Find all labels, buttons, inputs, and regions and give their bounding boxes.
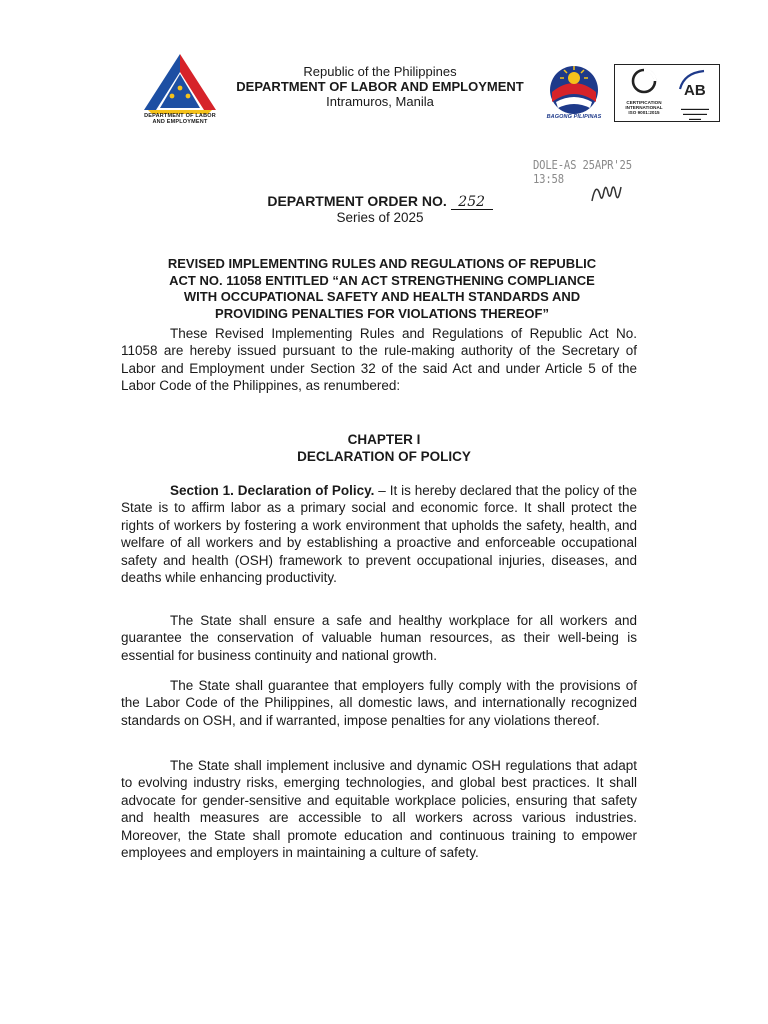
section1-heading: Section 1. Declaration of Policy. [170,483,375,498]
section1-paragraph2: The State shall ensure a safe and healthy workplace for all workers and guarantee the conservation of valuable human resources, as their well-being is essential for business continuity and national growth. [121,613,637,663]
certification-badge [614,64,720,122]
bagong-pilipinas-caption: BAGONG PILIPINAS [546,114,602,120]
svg-text:AB: AB [684,82,706,99]
department-order-heading [230,193,530,226]
section1-paragraph4: The State shall implement inclusive and dynamic OSH regulations that adapt to evolving industry risks, emerging technologies, and global best practices. It shall advocate for gender-sensitive and equitable workplace policies, ensuring that safety and health measures are accessible to all workers across various industries. Moreover, the State shall promote education and continuous training to empower employees and employers in maintaining a culture of safety. [121,758,637,861]
chapter-number: CHAPTER I [347,432,421,447]
letterhead [228,64,532,109]
accreditation-mark [673,67,717,119]
intro-paragraph: These Revised Implementing Rules and Regulations of Republic Act No. 11058 are hereby issued pursuant to the rule-making authority of the Secretary of Labor and Employment under Section 32 of the said Act and under Article 5 of the Labor Code of the Philippines, as renumbered: [121,326,637,394]
document-title [118,256,646,322]
ci-ring-icon [629,67,659,95]
jas-anz-logo-icon [674,67,716,101]
order-label: DEPARTMENT ORDER NO. [267,193,447,209]
letterhead-department: DEPARTMENT OF LABOR AND EMPLOYMENT [236,79,524,94]
cert-line1: CERTIFICATION [626,100,662,105]
iso-certification-mark [617,67,671,119]
letterhead-address: Intramuros, Manila [326,94,434,109]
chapter-heading [200,431,568,466]
title-line4: PROVIDING PENALTIES FOR VIOLATIONS THEREOF” [215,305,549,321]
order-number: 252 [451,195,493,210]
dole-logo-caption-line1: DEPARTMENT OF LABOR [144,113,216,119]
letterhead-republic: Republic of the Philippines [303,64,457,79]
section1-paragraph1 [121,482,637,586]
title-line2: ACT NO. 11058 ENTITLED “AN ACT STRENGTHENING COMPLIANCE [169,272,595,288]
chapter-title: DECLARATION OF POLICY [297,449,471,465]
cert-line3: ISO 9001:2015 [628,110,660,115]
title-line1: REVISED IMPLEMENTING RULES AND REGULATIONS OF REPUBLIC [167,256,597,271]
title-line3: WITH OCCUPATIONAL SAFETY AND HEALTH STANDARDS AND [183,289,581,305]
section1-text: – It is hereby declared that the policy of the State is to affirm labor as a primary social and economic force. It shall protect the rights of workers by fostering a work environment that upholds the safety, health, and welfare of all workers and by establishing a proactive and enforceable occupational safety and health (OSH) framework to prevent occupational injuries, diseases, and deaths while enhancing productivity. [121,483,637,586]
cert-line2: INTERNATIONAL [625,105,663,110]
section1-paragraph3: The State shall guarantee that employers fully comply with the provisions of the Labor Code of the Philippines, all domestic laws, and internationally recognized standards on OSH, and if warranted, impose penalties for any violations thereof. [121,678,637,728]
dole-logo-caption [140,113,220,125]
order-series: Series of 2025 [336,210,424,225]
dole-logo-caption-line2: AND EMPLOYMENT [152,119,208,125]
order-number-line [230,193,530,210]
handwritten-initials [588,177,624,207]
receiving-stamp: DOLE-AS 25APR'25 13:58 [533,158,632,186]
bagong-pilipinas-logo [546,62,602,116]
accreditation-caption: ▬▬▬▬▬▬▬ ▬▬▬▬▬▬ ▬▬▬ [681,106,709,121]
